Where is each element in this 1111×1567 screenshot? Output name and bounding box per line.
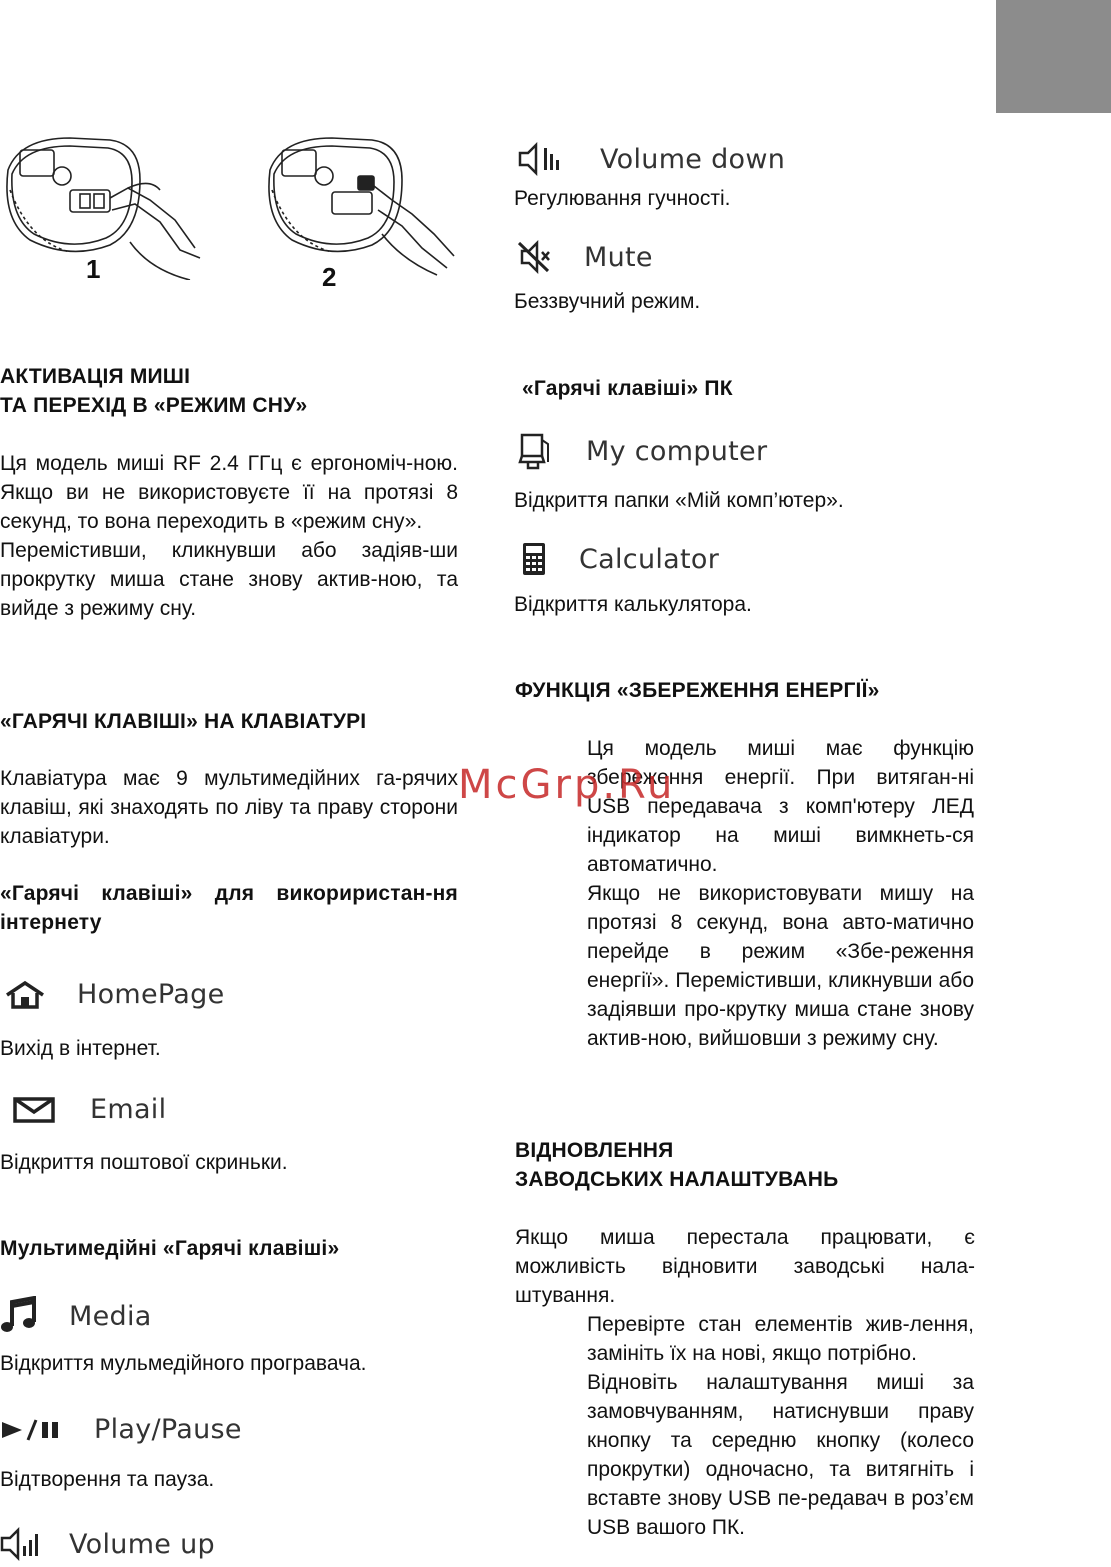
activation-heading [0, 362, 460, 420]
paragraph: Ця модель миші має функцію збереження енергії. При витяган-ні USB передавача з комп'ютеру ЛЕД індикатор на миші вимкнеть-ся автоматично. [587, 737, 974, 876]
figure-label-2: 2 [322, 262, 337, 292]
mute-icon [516, 240, 584, 274]
mouse-illustration-2 [262, 130, 472, 280]
envelope-icon [12, 1096, 72, 1124]
hotkey-mycomputer [518, 432, 767, 470]
hotkey-mute-desc: Беззвучний режим. [514, 290, 701, 313]
heading-line: ТА ПЕРЕХІД В «РЕЖИМ СНУ» [0, 394, 308, 417]
hotkey-label: Volume up [69, 1528, 215, 1560]
hotkey-email [12, 1094, 166, 1125]
internet-heading: «Гарячі клавіші» для викориристан-ня інтернету [0, 882, 458, 934]
hotkey-media-desc: Відкриття мульмедійного програвача. [0, 1352, 367, 1375]
hotkey-label: Play/Pause [94, 1414, 242, 1445]
multimedia-heading: Мультимедійні «Гарячі клавіші» [0, 1237, 340, 1260]
hotkey-volumedown [518, 142, 785, 176]
heading-line: АКТИВАЦІЯ МИШІ [0, 365, 191, 388]
mouse-illustration-1 [0, 130, 210, 280]
play-pause-icon [0, 1418, 62, 1442]
paragraph: Перемістивши, кликнувши або задіяв-ши прокрутку миша стане знову актив-ною, та вийде з режиму сну. [0, 539, 458, 620]
reset-steps [587, 1310, 974, 1542]
figure-label-1: 1 [86, 254, 101, 284]
paragraph: Відновіть налаштування миші за замовчуванням, натиснувши праву кнопку та середню кнопку (колесо прокрутки) одночасно, та витягніть і вставте знову USB пе-редавач в роз’єм USB вашого ПК. [587, 1371, 974, 1539]
home-icon [4, 980, 64, 1010]
hotkey-label: Media [69, 1300, 152, 1332]
hotkey-calculator [522, 542, 719, 576]
volume-down-icon [518, 142, 600, 176]
hotkey-label: Calculator [579, 543, 720, 575]
hotkey-label: My computer [586, 435, 768, 467]
paragraph: Ця модель миші RF 2.4 ГГц є ергономіч-ною. Якщо ви не використовуєте її на протязі 8 секунд, то вона переходить в «режим сну». [0, 452, 458, 533]
hotkey-homepage-desc: Вихід в інтернет. [0, 1037, 161, 1060]
energy-heading: ФУНКЦІЯ «ЗБЕРЕЖЕННЯ ЕНЕРГІЇ» [515, 679, 880, 702]
hotkey-email-desc: Відкриття поштової скриньки. [0, 1151, 288, 1174]
watermark: McGrp.Ru [458, 762, 676, 808]
music-note-icon [0, 1296, 60, 1336]
reset-intro: Якщо миша перестала працювати, є можливість відновити заводські нала-штування. [515, 1226, 975, 1307]
reset-heading [515, 1136, 838, 1194]
computer-icon [518, 432, 586, 470]
hotkey-label: Volume down [600, 143, 786, 175]
hotkey-mute [516, 240, 653, 274]
hotkey-homepage [4, 979, 225, 1010]
paragraph: Якщо не використовувати мишу на протязі 8 секунд, вона авто-матично перейде в режим «Збе-реження енергії». Перемістивши, кликнувши або задіявши про-крутку миша стане знову актив-ною, вийшовши з режиму сну. [587, 882, 974, 1050]
hotkey-playpause [0, 1414, 242, 1445]
heading-line: ВІДНОВЛЕННЯ [515, 1139, 674, 1162]
hotkeys-heading: «ГАРЯЧІ КЛАВІШІ» НА КЛАВІАТУРІ [0, 710, 367, 733]
page-tab-marker [996, 0, 1111, 113]
calculator-icon [522, 542, 579, 576]
hotkey-label: HomePage [77, 979, 225, 1010]
hotkeys-text: Клавіатура має 9 мультимедійних га-рячих клавіш, які знаходять по ліву та праву сторони клавіатури. [0, 767, 458, 848]
hotkey-volumeup [0, 1526, 215, 1562]
hotkey-playpause-desc: Відтворення та пауза. [0, 1468, 215, 1491]
hotkey-label: Email [90, 1094, 167, 1125]
hotkey-media [0, 1296, 152, 1336]
activation-text [0, 449, 458, 623]
volume-up-icon [0, 1526, 60, 1562]
heading-line: ЗАВОДСЬКИХ НАЛАШТУВАНЬ [515, 1168, 839, 1191]
hotkey-label: Mute [584, 241, 653, 273]
hotkey-mycomputer-desc: Відкриття папки «Мій комп’ютер». [514, 489, 844, 512]
hotkey-calculator-desc: Відкриття калькулятора. [514, 593, 752, 616]
pc-hotkeys-heading: «Гарячі клавіші» ПК [522, 377, 733, 400]
hotkey-volumedown-desc: Регулювання гучності. [514, 187, 731, 210]
paragraph: Перевірте стан елементів жив-лення, замініть їх на нові, якщо потрібно. [587, 1313, 974, 1365]
